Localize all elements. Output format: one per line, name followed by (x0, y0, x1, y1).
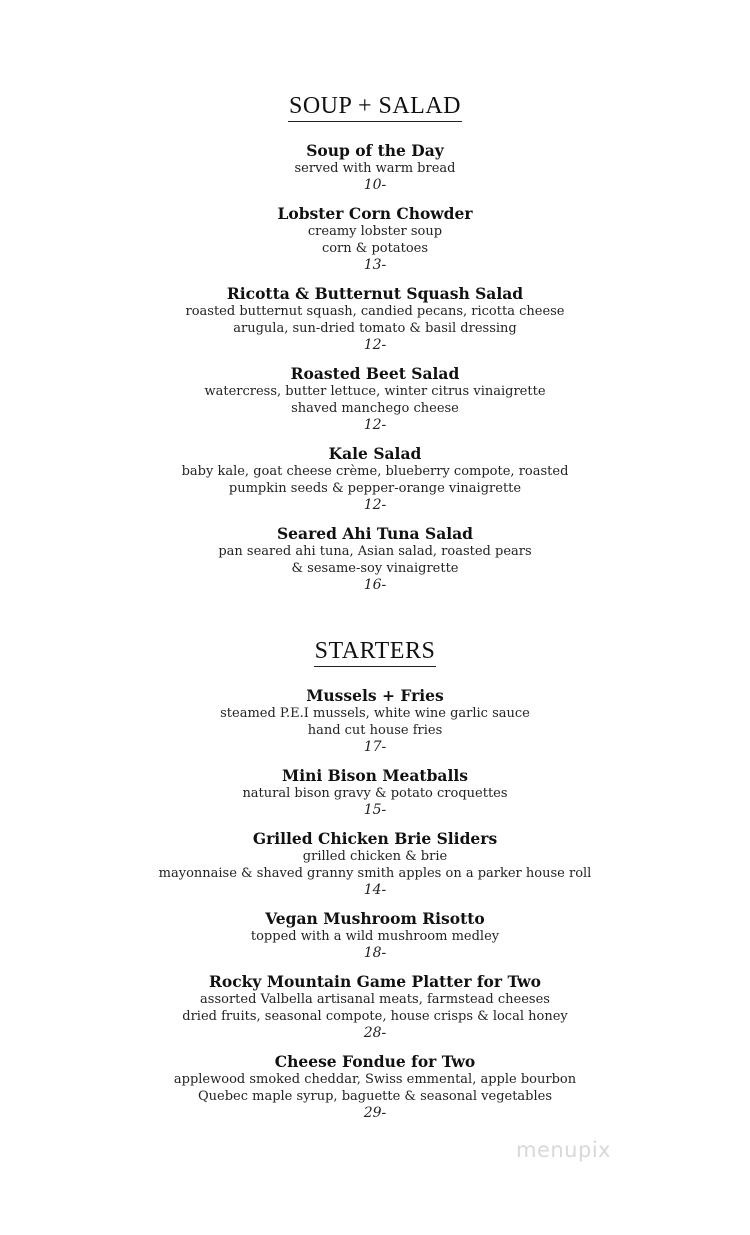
menu-item (0, 972, 750, 1042)
menu-item (0, 766, 750, 819)
item-price: 15- (363, 802, 387, 818)
item-description: arugula, sun-dried tomato & basil dressing (233, 321, 517, 336)
item-description: mayonnaise & shaved granny smith apples on a parker house roll (158, 866, 592, 881)
item-name: Rocky Mountain Game Platter for Two (209, 972, 541, 991)
item-description: topped with a wild mushroom medley (250, 929, 500, 944)
item-name: Roasted Beet Salad (290, 364, 460, 383)
item-description: served with warm bread (294, 161, 456, 176)
item-description: pumpkin seeds & pepper-orange vinaigrette (228, 481, 522, 496)
item-name: Kale Salad (328, 444, 422, 463)
item-description: dried fruits, seasonal compote, house crisps & local honey (182, 1009, 568, 1024)
menu-item (0, 141, 750, 194)
section-soup-salad (0, 92, 750, 604)
item-name: Vegan Mushroom Risotto (265, 909, 485, 928)
menu-item (0, 444, 750, 514)
item-description: & sesame-soy vinaigrette (291, 561, 459, 576)
item-price: 16- (363, 577, 387, 593)
menu-item (0, 364, 750, 434)
item-price: 10- (363, 177, 387, 193)
menu-item (0, 829, 750, 899)
item-price: 17- (363, 739, 387, 755)
item-description: corn & potatoes (321, 241, 429, 256)
item-list (0, 141, 750, 594)
item-description: assorted Valbella artisanal meats, farmstead cheeses (200, 992, 550, 1007)
item-price: 12- (363, 337, 387, 353)
item-price: 29- (363, 1105, 387, 1121)
item-description: natural bison gravy & potato croquettes (242, 786, 508, 801)
item-name: Grilled Chicken Brie Sliders (252, 829, 498, 848)
menu-item (0, 686, 750, 756)
item-name: Seared Ahi Tuna Salad (276, 524, 474, 543)
watermark: menupix (516, 1138, 612, 1162)
item-name: Ricotta & Butternut Squash Salad (226, 284, 524, 303)
item-description: grilled chicken & brie (302, 849, 448, 864)
item-description: steamed P.E.I mussels, white wine garlic sauce (220, 706, 530, 721)
item-name: Soup of the Day (306, 141, 444, 160)
item-price: 14- (363, 882, 387, 898)
item-description: roasted butternut squash, candied pecans, ricotta cheese (185, 304, 565, 319)
item-name: Lobster Corn Chowder (277, 204, 473, 223)
item-description: watercress, butter lettuce, winter citrus vinaigrette (204, 384, 546, 399)
item-description: Quebec maple syrup, baguette & seasonal vegetables (197, 1089, 553, 1104)
item-description: hand cut house fries (307, 723, 443, 738)
section-starters (0, 637, 750, 1132)
menu-item (0, 909, 750, 962)
menu-item (0, 284, 750, 354)
item-description: creamy lobster soup (307, 224, 443, 239)
item-name: Mussels + Fries (306, 686, 444, 705)
item-description: baby kale, goat cheese crème, blueberry compote, roasted (181, 464, 569, 479)
item-description: shaved manchego cheese (291, 401, 459, 416)
item-name: Cheese Fondue for Two (274, 1052, 476, 1071)
menu-item (0, 204, 750, 274)
item-description: pan seared ahi tuna, Asian salad, roasted pears (218, 544, 532, 559)
menu-item (0, 1052, 750, 1122)
item-price: 13- (363, 257, 387, 273)
item-price: 12- (363, 497, 387, 513)
item-price: 18- (363, 945, 387, 961)
menu-item (0, 524, 750, 594)
item-name: Mini Bison Meatballs (282, 766, 468, 785)
section-title: STARTERS (314, 637, 437, 667)
section-title: SOUP + SALAD (288, 92, 462, 122)
item-price: 28- (363, 1025, 387, 1041)
item-price: 12- (363, 417, 387, 433)
item-description: applewood smoked cheddar, Swiss emmental, apple bourbon (173, 1072, 577, 1087)
item-list (0, 686, 750, 1122)
